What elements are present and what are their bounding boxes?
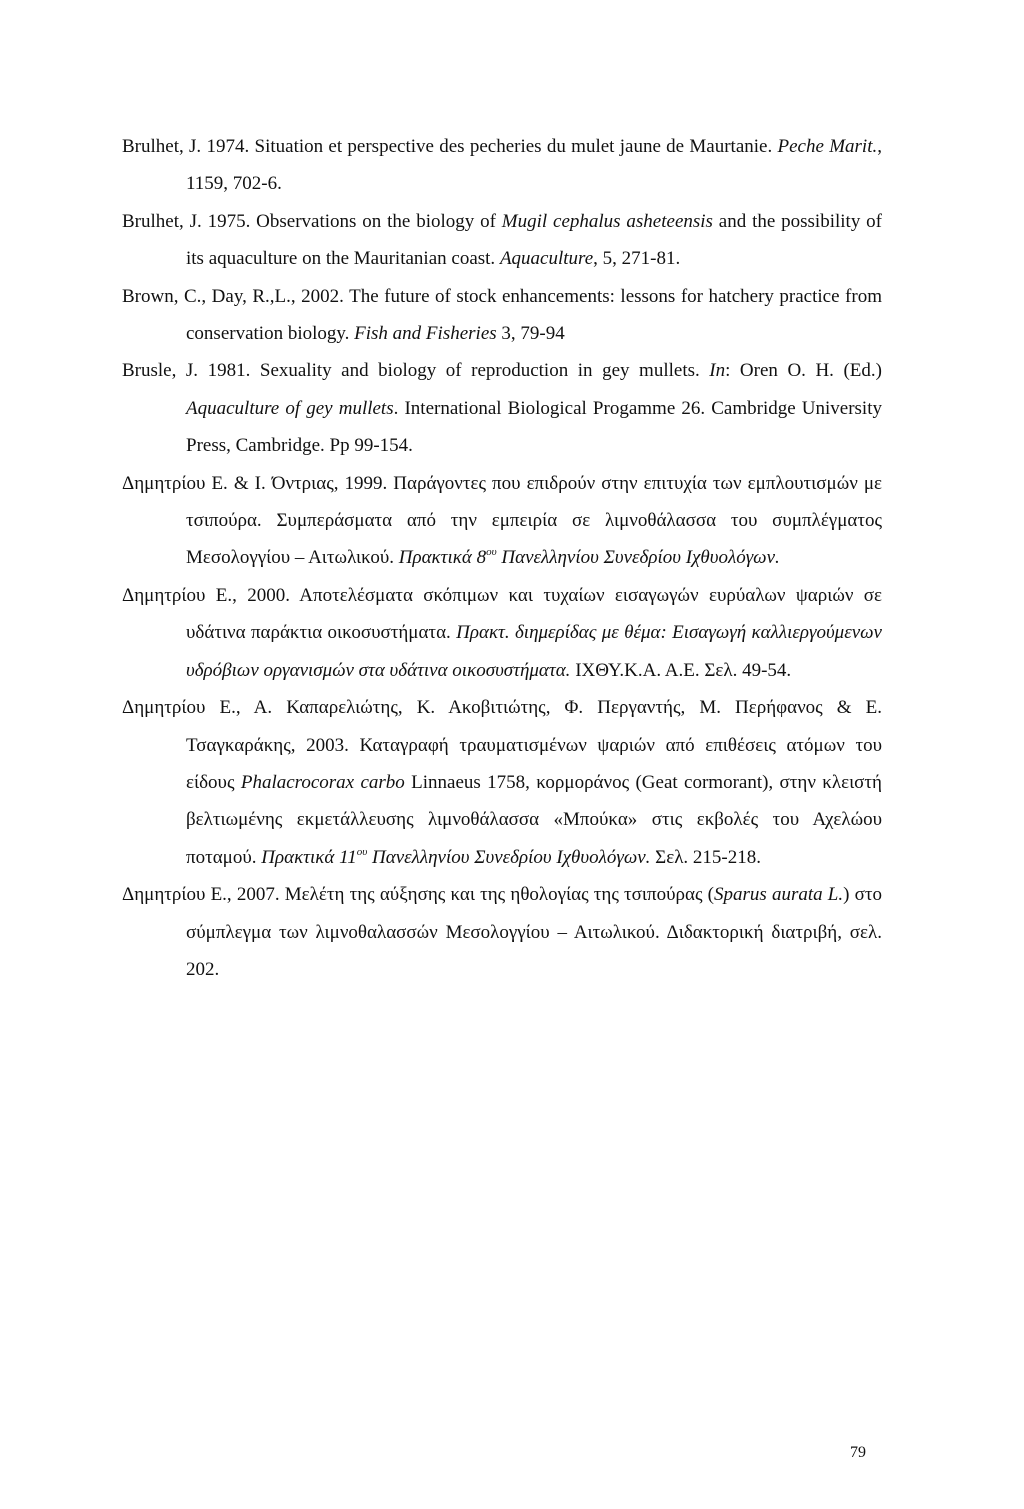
reference-text: Linnaeus 1758, κορμοράνος (Geat cormorant), στην κλειστή βελτιωμένης εκμετάλλευσης λιμνοθάλασσα «Μπούκα» στις εκβολές του Αχελώου ποταμού. [186, 771, 882, 868]
reference-entry [122, 128, 882, 203]
reference-text: Δημητρίου Ε., 2000. Αποτελέσματα σκόπιμων και τυχαίων εισαγωγών ευρύαλων ψαριών σε υδάτινα παράκτια οικοσυστήματα. [122, 584, 882, 644]
reference-italic-text: Aquaculture [499, 248, 594, 270]
reference-italic-text: Aquaculture of gey mullets [186, 397, 394, 419]
reference-entry [122, 689, 882, 876]
reference-italic-text: Πρακτ. διημερίδας με θέμα: Εισαγωγή καλλιεργούμενων υδρόβιων οργανισμών στα υδάτινα οικοσυστήματα. [186, 622, 882, 681]
reference-superscript: ου [356, 845, 368, 858]
reference-entry [122, 465, 882, 577]
reference-text: Brulhet, J. 1975. Observations on the biology of [122, 210, 502, 232]
reference-text: Δημητρίου Ε. & Ι. Όντριας, 1999. Παράγοντες που επιδρούν στην επιτυχία των εμπλουτισμών με τσιπούρα. Συμπεράσματα από την εμπειρία σε λιμνοθάλασσα του συμπλέγματος Μεσολογγίου – Αιτωλικού. [122, 472, 882, 569]
reference-text: : Oren O. H. (Ed.) [725, 360, 882, 382]
reference-italic-text: Πρακτικά 11 [261, 846, 357, 868]
reference-entry [122, 876, 882, 988]
reference-text: and the possibility of its aquaculture on the Mauritanian coast. [186, 210, 883, 270]
reference-italic-text: Sparus aurata L. [714, 884, 844, 906]
reference-text: , 1159, 702-6. [186, 136, 882, 195]
reference-italic-text: Peche Marit. [777, 136, 878, 157]
reference-text: , 5, 271-81. [593, 248, 681, 270]
reference-text: . International Biological Progamme 26. Cambridge University Press, Cambridge. Pp 99-154. [186, 397, 882, 457]
reference-italic-text: In [709, 360, 726, 382]
reference-text: Brulhet, J. 1974. Situation et perspective des pecheries du mulet jaune de Maurtanie. [122, 136, 778, 157]
reference-text: Brusle, J. 1981. Sexuality and biology of reproduction in gey mullets. [122, 360, 710, 382]
reference-text: ΙΧΘΥ.Κ.Α. Α.Ε. Σελ. 49-54. [570, 659, 792, 681]
reference-entry [122, 577, 882, 689]
reference-text: Δημητρίου Ε., 2007. Μελέτη της αύξησης και της ηθολογίας της τσιπούρας ( [122, 884, 714, 906]
reference-entry [122, 352, 882, 464]
reference-text: Δημητρίου Ε., Α. Καπαρελιώτης, Κ. Ακοβιτιώτης, Φ. Περγαντής, Μ. Περήφανος & Ε. Τσαγκαράκης, 2003. Καταγραφή τραυματισμένων ψαριών από επιθέσεις ατόμων του είδους [122, 697, 882, 793]
reference-italic-text: Phalacrocorax carbo [240, 771, 405, 793]
reference-italic-text: Fish and Fisheries [354, 323, 497, 345]
reference-italic-text: Πρακτικά 8 [398, 547, 487, 569]
reference-entry [122, 278, 882, 353]
reference-text: Σελ. 215-218. [650, 846, 761, 868]
reference-list [122, 128, 882, 988]
reference-italic-text: Πανελληνίου Συνεδρίου Ιχθυολόγων. [367, 846, 651, 868]
reference-text: 3, 79-94 [496, 323, 565, 345]
reference-text: ) στο σύμπλεγμα των λιμνοθαλασσών Μεσολογγίου – Αιτωλικού. Διδακτορική διατριβή, σελ. 202. [186, 884, 882, 980]
reference-superscript: ου [486, 546, 497, 559]
reference-italic-text: Mugil cephalus asheteensis [501, 210, 713, 232]
reference-italic-text: Πανελληνίου Συνεδρίου Ιχθυολόγων. [496, 547, 780, 569]
reference-entry [122, 203, 882, 278]
page-number: 79 [850, 1444, 866, 1461]
reference-text: Brown, C., Day, R.,L., 2002. The future of stock enhancements: lessons for hatchery practice from conservation biology. [122, 285, 882, 345]
